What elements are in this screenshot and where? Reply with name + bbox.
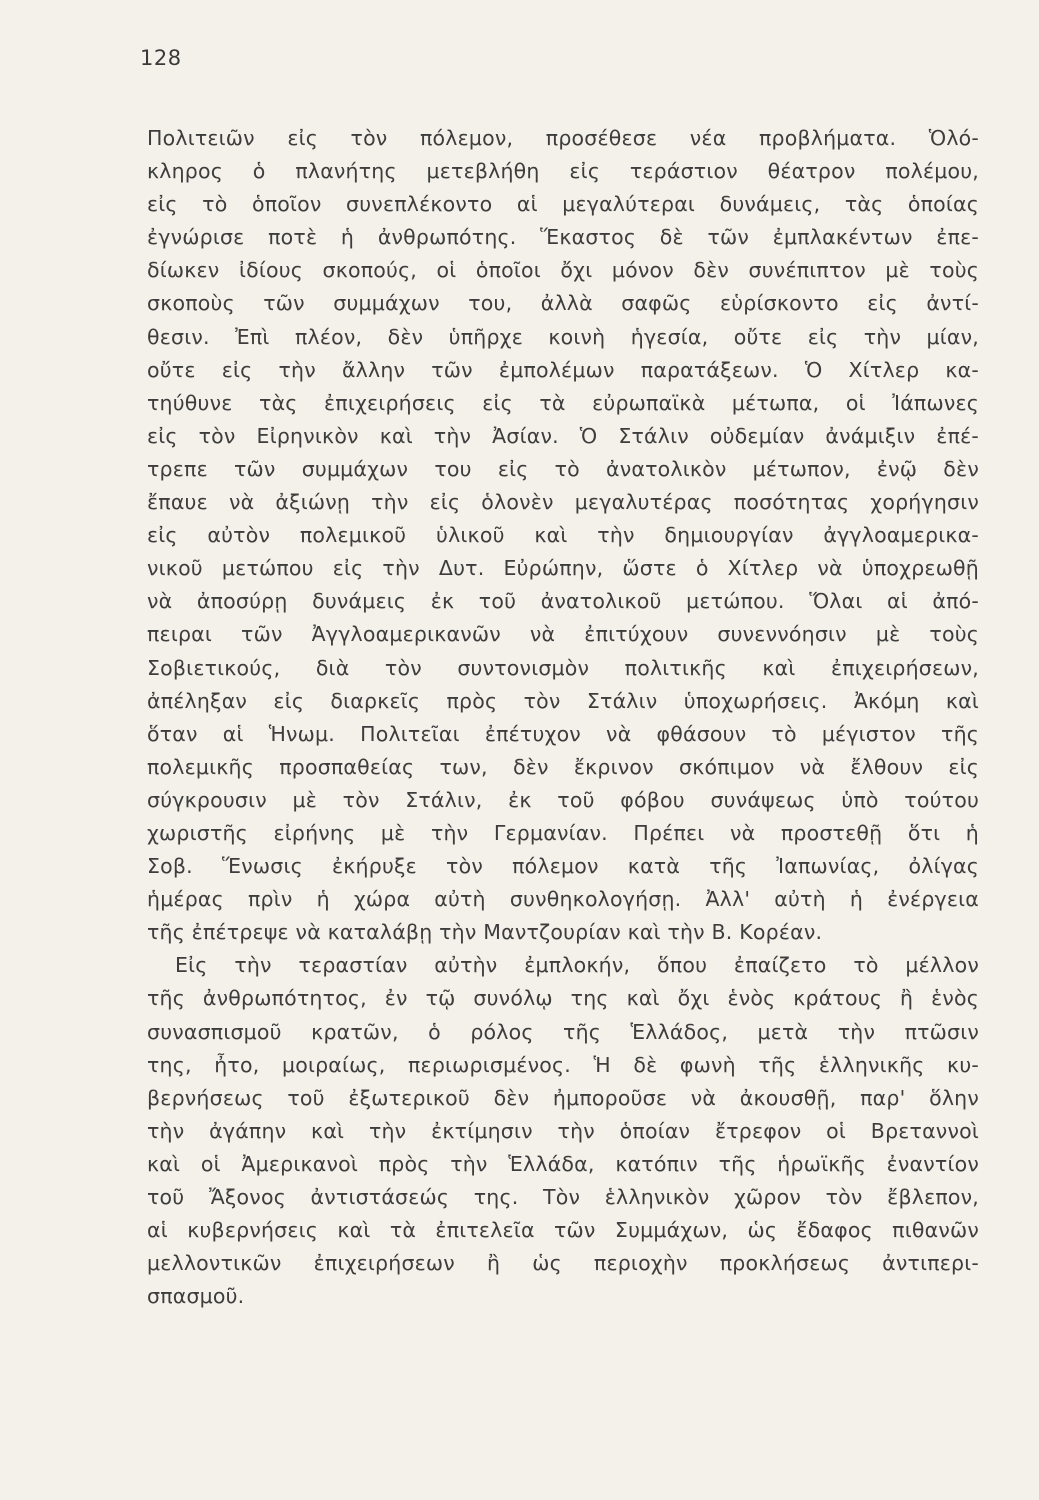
text-line: κληρος ὁ πλανήτης μετεβλήθη εἰς τεράστιον θέατρον πολέμου, <box>147 159 979 184</box>
text-line: τῆς ἀνθρωπότητος, ἐν τῷ συνόλῳ της καὶ ὄχι ἑνὸς κράτους ἢ ἑνὸς <box>147 986 979 1011</box>
text-line: βερνήσεως τοῦ ἐξωτερικοῦ δὲν ἠμποροῦσε νὰ ἀκουσθῇ, παρ' ὅλην <box>147 1085 979 1110</box>
text-line: θεσιν. Ἐπὶ πλέον, δὲν ὑπῆρχε κοινὴ ἡγεσία, οὔτε εἰς τὴν μίαν, <box>147 324 979 349</box>
text-line: ὅταν αἱ Ἡνωμ. Πολιτεῖαι ἐπέτυχον νὰ φθάσουν τὸ μέγιστον τῆς <box>147 721 979 746</box>
text-line: χωριστῆς εἰρήνης μὲ τὴν Γερμανίαν. Πρέπει νὰ προστεθῇ ὅτι ἡ <box>147 820 979 845</box>
paragraph-first-line: Εἰς τὴν τεραστίαν αὐτὴν ἐμπλοκήν, ὅπου ἐπαίζετο τὸ μέλλον <box>175 953 979 978</box>
text-line: τῆς ἐπέτρεψε νὰ καταλάβῃ τὴν Μαντζουρίαν καὶ τὴν Β. Κορέαν. <box>147 920 823 945</box>
text-line: σκοποὺς τῶν συμμάχων του, ἀλλὰ σαφῶς εὑρίσκοντο εἰς ἀντί- <box>147 291 979 316</box>
text-line: Σοβ. Ἕνωσις ἐκήρυξε τὸν πόλεμον κατὰ τῆς Ἰαπωνίας, ὀλίγας <box>147 854 979 879</box>
text-line: σπασμοῦ. <box>147 1284 245 1309</box>
text-line: ἔπαυε νὰ ἀξιώνῃ τὴν εἰς ὁλονὲν μεγαλυτέρας ποσότητας χορήγησιν <box>147 490 979 515</box>
text-line: τηύθυνε τὰς ἐπιχειρήσεις εἰς τὰ εὐρωπαϊκὰ μέτωπα, οἱ Ἰάπωνες <box>147 390 979 415</box>
text-line: νικοῦ μετώπου εἰς τὴν Δυτ. Εὐρώπην, ὥστε ὁ Χίτλερ νὰ ὑποχρεωθῇ <box>147 556 979 581</box>
text-line: της, ἦτο, μοιραίως, περιωρισμένος. Ἡ δὲ φωνὴ τῆς ἑλληνικῆς κυ- <box>147 1052 979 1077</box>
text-line: Πολιτειῶν εἰς τὸν πόλεμον, προσέθεσε νέα προβλήματα. Ὁλό- <box>147 126 979 150</box>
text-line: αἱ κυβερνήσεις καὶ τὰ ἐπιτελεῖα τῶν Συμμάχων, ὡς ἔδαφος πιθανῶν <box>147 1218 979 1243</box>
text-line: Σοβιετικούς, διὰ τὸν συντονισμὸν πολιτικῆς καὶ ἐπιχειρήσεων, <box>147 655 979 680</box>
text-line: ἀπέληξαν εἰς διαρκεῖς πρὸς τὸν Στάλιν ὑποχωρήσεις. Ἀκόμη καὶ <box>147 688 979 713</box>
text-line: πολεμικῆς προσπαθείας των, δὲν ἔκρινον σκόπιμον νὰ ἔλθουν εἰς <box>147 754 979 779</box>
page-number: 128 <box>140 46 182 70</box>
text-line: πειραι τῶν Ἀγγλοαμερικανῶν νὰ ἐπιτύχουν συνεννόησιν μὲ τοὺς <box>147 622 979 647</box>
text-line: εἰς τὸν Εἰρηνικὸν καὶ τὴν Ἀσίαν. Ὁ Στάλιν οὐδεμίαν ἀνάμιξιν ἐπέ- <box>147 423 979 448</box>
text-line: ἡμέρας πρὶν ἡ χώρα αὐτὴ συνθηκολογήσῃ. Ἀλλ' αὐτὴ ἡ ἐνέργεια <box>147 887 979 912</box>
body-text <box>147 122 979 1313</box>
text-line: οὔτε εἰς τὴν ἄλλην τῶν ἐμπολέμων παρατάξεων. Ὁ Χίτλερ κα- <box>147 357 979 382</box>
text-line: καὶ οἱ Ἀμερικανοὶ πρὸς τὴν Ἑλλάδα, κατόπιν τῆς ἡρωϊκῆς ἐναντίον <box>147 1151 979 1176</box>
text-line: σύγκρουσιν μὲ τὸν Στάλιν, ἐκ τοῦ φόβου συνάψεως ὑπὸ τούτου <box>147 787 979 812</box>
text-line: μελλοντικῶν ἐπιχειρήσεων ἢ ὡς περιοχὴν προκλήσεως ἀντιπερι- <box>147 1251 979 1276</box>
text-line: τοῦ Ἄξονος ἀντιστάσεώς της. Τὸν ἑλληνικὸν χῶρον τὸν ἔβλεπον, <box>147 1185 979 1209</box>
text-line: δίωκεν ἰδίους σκοπούς, οἱ ὁποῖοι ὄχι μόνον δὲν συνέπιπτον μὲ τοὺς <box>147 258 979 283</box>
text-line: τὴν ἀγάπην καὶ τὴν ἐκτίμησιν τὴν ὁποίαν ἔτρεφον οἱ Βρεταννοὶ <box>147 1118 979 1143</box>
text-line: ἐγνώρισε ποτὲ ἡ ἀνθρωπότης. Ἕκαστος δὲ τῶν ἐμπλακέντων ἐπε- <box>147 225 979 250</box>
text-line: νὰ ἀποσύρῃ δυνάμεις ἐκ τοῦ ἀνατολικοῦ μετώπου. Ὅλαι αἱ ἀπό- <box>147 589 979 614</box>
text-line: τρεπε τῶν συμμάχων του εἰς τὸ ἀνατολικὸν μέτωπον, ἐνῷ δὲν <box>147 456 979 481</box>
text-line: εἰς αὐτὸν πολεμικοῦ ὑλικοῦ καὶ τὴν δημιουργίαν ἀγγλοαμερικα- <box>147 523 979 548</box>
text-line: εἰς τὸ ὁποῖον συνεπλέκοντο αἱ μεγαλύτεραι δυνάμεις, τὰς ὁποίας <box>147 192 979 217</box>
text-line: συνασπισμοῦ κρατῶν, ὁ ρόλος τῆς Ἑλλάδος, μετὰ τὴν πτῶσιν <box>147 1019 979 1044</box>
